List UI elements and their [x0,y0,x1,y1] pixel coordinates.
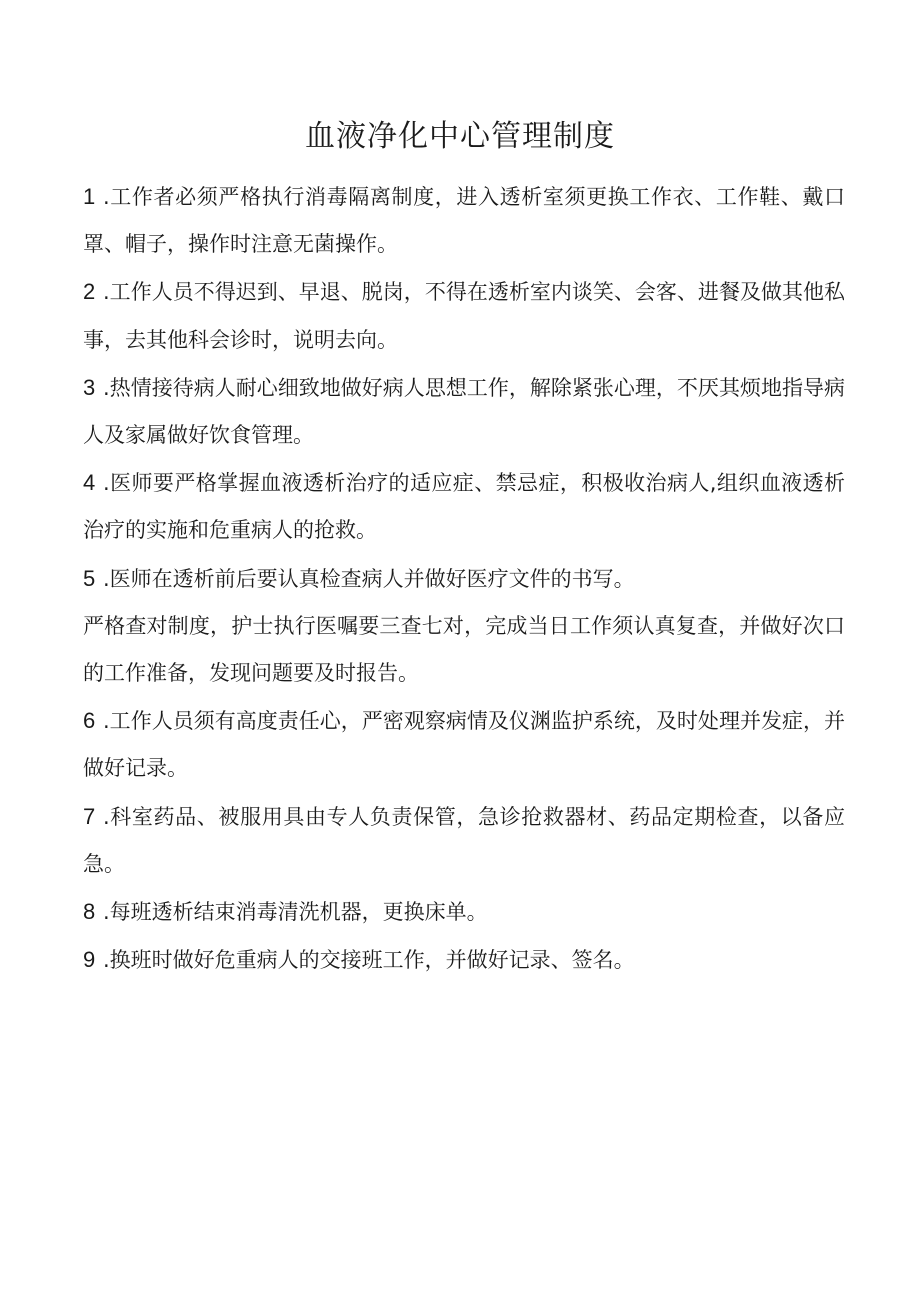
rule-number: 8 [83,899,96,925]
rule-text: .热情接待病人耐心细致地做好病人思想工作，解除紧张心理，不厌其烦地指导病人及家属做好饮食管理。 [83,375,845,448]
rule-number: 6 [83,708,96,734]
document-title: 血液净化中心管理制度 [305,119,615,154]
rule-text: .每班透析结束消毒清洗机器，更换床单。 [103,900,488,925]
rule-text: .医师要严格掌握血液透析治疗的适应症、禁忌症，积极收治病人,组织血液透析治疗的实施和危重病人的抢救。 [83,471,845,543]
rule-item [83,936,845,984]
rule-text: .工作人员不得迟到、早退、脱岗，不得在透析室内谈笑、会客、进餐及做其他私事，去其他科会诊时，说明去向。 [83,280,845,352]
rule-item [83,364,845,459]
rule-item [83,268,845,363]
rule-number: 7 [83,803,96,829]
rule-text: .工作者必须严格执行消毒隔离制度，进入透析室须更换工作衣、工作鞋、戴口罩、帽子，操作时注意无菌操作。 [83,185,845,257]
rule-number: 3 [83,374,96,400]
rule-text: .科室药品、被服用具由专人负责保管，急诊抢救器材、药品定期检查，以备应急。 [83,804,845,876]
rule-number: 1 [83,184,96,209]
rule-text: 严格查对制度，护士执行医嘱要三查七对，完成当日工作须认真复查，并做好次口的工作准备，发现问题要及时报告。 [83,613,845,686]
rule-text: .换班时做好危重病人的交接班工作，并做好记录、签名。 [103,948,635,973]
rule-number: 4 [83,470,96,496]
rule-item [83,793,845,888]
rule-number: 2 [83,279,96,305]
rule-number: 5 [83,565,96,591]
rule-continuation [83,603,845,697]
rule-text: .医师在透析前后要认真检查病人并做好医疗文件的书写。 [103,566,635,591]
rule-item [83,555,845,603]
rule-item [83,459,845,554]
rules-list [83,173,845,984]
rule-number: 9 [83,947,96,973]
rule-text: .工作人员须有高度责任心，严密观察病情及仪渊监护系统，及时处理并发症，并做好记录。 [83,709,845,781]
rule-item [83,173,845,268]
rule-item [83,697,845,792]
rule-item [83,888,845,936]
